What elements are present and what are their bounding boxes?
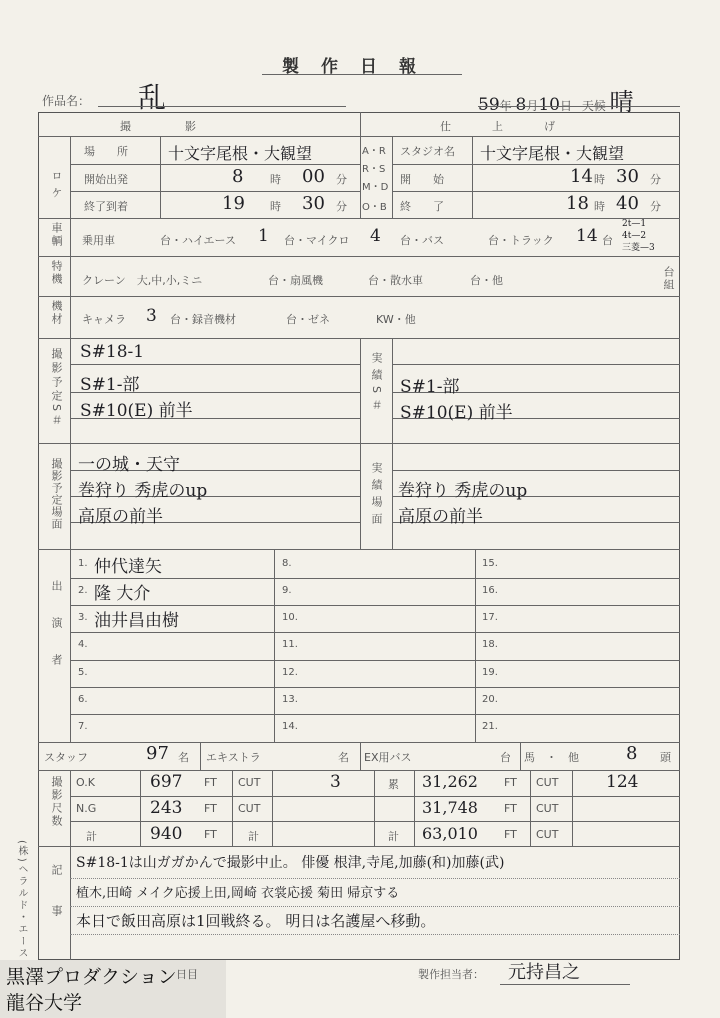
location-result-2: 高原の前半	[398, 507, 483, 527]
rule	[38, 549, 680, 550]
studio-value: 十文字尾根・大観望	[480, 144, 625, 163]
cum-total-label: 計	[388, 830, 399, 843]
finish-start-min: 30	[616, 166, 639, 187]
ng-label: N.G	[76, 802, 97, 815]
kw-label: KW・他	[376, 313, 416, 326]
rule	[70, 846, 71, 960]
finish-end-hour-unit: 時	[594, 200, 605, 213]
end-hour-unit: 時	[270, 200, 281, 213]
scene-plan-3: S#10(E) 前半	[80, 401, 193, 421]
cum-ng-ft: 31,748	[422, 798, 478, 817]
cast-number: 2.	[78, 585, 88, 596]
ok-ft-label: FT	[204, 776, 217, 789]
rs-label: R・S	[362, 164, 386, 175]
rule	[70, 821, 680, 822]
producer-underline	[500, 984, 630, 985]
cast-number: 8.	[282, 558, 292, 569]
note-line-1: S#18-1は山ガガかんで撮影中止。 俳優 根津,寺尾,加藤(和)加藤(武)	[76, 855, 505, 871]
finishing-section-label: 仕 上 げ	[440, 120, 557, 133]
recorder-label: 台・録音機材	[170, 313, 236, 326]
rule	[70, 770, 71, 846]
company-stamp: (株)ヘラルド・エース	[16, 840, 27, 960]
end-min-unit: 分	[336, 200, 347, 213]
rule	[140, 770, 141, 846]
cast-number: 10.	[282, 612, 298, 623]
rule	[70, 191, 360, 192]
total-label: 計	[86, 830, 97, 843]
cast-number: 1.	[78, 558, 88, 569]
rule	[232, 770, 233, 846]
scene-result-2: S#10(E) 前半	[400, 403, 513, 423]
cum-ng-cut-label: CUT	[536, 802, 559, 815]
work-name: 乱	[138, 81, 167, 114]
crane-label: クレーン 大,中,小,ミニ	[82, 274, 203, 287]
rule	[38, 846, 680, 847]
rule	[70, 906, 680, 907]
cum-ok-cut-label: CUT	[536, 776, 559, 789]
location-plan-label: 撮影予定場面	[50, 458, 63, 530]
unit-label: 台	[602, 234, 613, 247]
cast-label: 出演者	[50, 580, 63, 691]
cast-number: 19.	[482, 667, 498, 678]
ng-ft: 243	[150, 798, 183, 818]
finish-start-label: 開 始	[400, 173, 444, 186]
cast-number: 21.	[482, 721, 498, 732]
cast-number: 12.	[282, 667, 298, 678]
rule	[572, 770, 573, 846]
year-unit: 年	[499, 99, 512, 113]
location-result-1: 巻狩り 秀虎のup	[398, 481, 528, 501]
rule	[472, 136, 473, 218]
horse-unit: 頭	[660, 751, 671, 764]
producer-label: 製作担当者：	[418, 968, 484, 981]
rule	[70, 136, 71, 218]
notes-label: 記事	[50, 864, 63, 946]
scene-result-1: S#1-部	[400, 377, 460, 397]
scene-plan-label: 撮影予定S＃	[50, 348, 63, 428]
truck-note: 4t—2	[622, 231, 647, 241]
date-underline	[478, 106, 680, 107]
rule	[38, 338, 680, 339]
horse-count: 8	[626, 743, 638, 764]
truck-label: 台・トラック	[488, 234, 554, 247]
note-line-3: 本日で飯田高原は1回戦終る。 明日は名護屋へ移動。	[76, 912, 436, 930]
rule	[70, 218, 71, 338]
cast-number: 4.	[78, 639, 88, 650]
cast-number: 18.	[482, 639, 498, 650]
rule	[392, 364, 680, 365]
cum-ok-ft: 31,262	[422, 772, 478, 791]
location-label: ロケ	[50, 170, 63, 204]
cast-name: 隆 大介	[94, 584, 151, 604]
rule	[520, 742, 521, 770]
cum-ok-cut: 124	[606, 772, 639, 792]
note-line-2: 植木,田崎 メイク応援上田,岡崎 衣裳応援 菊田 帰京する	[76, 886, 400, 901]
ex-bus-label: EX用バス	[364, 751, 412, 764]
cast-number: 17.	[482, 612, 498, 623]
place-label: 場 所	[84, 145, 128, 158]
page-title: 製作日報	[282, 57, 438, 77]
rule	[70, 338, 71, 742]
cast-number: 6.	[78, 694, 88, 705]
ar-label: A・R	[362, 146, 386, 157]
total-ft-label: FT	[204, 828, 217, 841]
scene-result-label: 実績S＃	[370, 352, 383, 416]
bus-unit: 台	[500, 751, 511, 764]
rule	[200, 742, 201, 770]
weather: 晴	[609, 88, 634, 116]
start-hour: 8	[232, 166, 244, 187]
special-label: 特機	[50, 260, 63, 286]
rule	[38, 136, 680, 137]
equipment-label: 機材	[50, 300, 63, 326]
rule	[70, 164, 360, 165]
ng-cut-label: CUT	[238, 802, 261, 815]
micro-count: 4	[370, 226, 381, 246]
cast-number: 7.	[78, 721, 88, 732]
date-year: 59	[478, 95, 500, 115]
rule	[38, 256, 680, 257]
cum-label: 累	[388, 778, 399, 791]
rule	[38, 770, 680, 771]
rule	[70, 660, 680, 661]
rule	[392, 338, 393, 549]
cum-total-cut-label: CUT	[536, 828, 559, 841]
rule	[392, 470, 680, 471]
finish-start-min-unit: 分	[650, 173, 661, 186]
scene-plan-1: S#18-1	[80, 342, 145, 362]
rule	[70, 578, 680, 579]
title-underline	[262, 74, 462, 75]
horse-label: 馬 ・ 他	[524, 751, 579, 764]
finish-start-hour: 14	[570, 166, 593, 187]
rule	[38, 296, 680, 297]
car-label: 乗用車	[82, 234, 115, 247]
end-label: 終了到着	[84, 200, 128, 213]
vehicles-label: 車輌	[50, 222, 63, 248]
ok-cut: 3	[330, 772, 341, 792]
cast-number: 20.	[482, 694, 498, 705]
rule	[160, 136, 161, 218]
rule	[70, 687, 680, 688]
cast-name: 仲代達矢	[94, 557, 162, 577]
set-label: 台組	[662, 266, 675, 292]
rule	[38, 443, 680, 444]
hiace-label: 台・ハイエース	[160, 234, 237, 247]
rule	[374, 770, 375, 846]
sprinkler-label: 台・散水車	[368, 274, 423, 287]
work-name-underline	[98, 106, 346, 107]
studio-label: スタジオ名	[400, 145, 455, 158]
location-plan-1: 一の城・天守	[78, 455, 180, 475]
finish-end-hour: 18	[566, 193, 589, 214]
finish-end-min: 40	[616, 193, 639, 214]
rule	[38, 742, 680, 743]
finish-start-hour-unit: 時	[594, 173, 605, 186]
staff-unit: 名	[178, 751, 189, 764]
cum-ok-ft-label: FT	[504, 776, 517, 789]
work-name-label: 作品名：	[42, 94, 91, 108]
rule	[70, 364, 360, 365]
extra-label: エキストラ	[206, 751, 261, 764]
cast-number: 9.	[282, 585, 292, 596]
truck-note: 三菱—3	[622, 243, 655, 253]
extra-unit: 名	[338, 751, 349, 764]
weather-label: 天候	[581, 99, 606, 113]
cast-number: 13.	[282, 694, 298, 705]
start-label: 開始出発	[84, 173, 128, 186]
start-min: 00	[302, 166, 325, 187]
cast-number: 15.	[482, 558, 498, 569]
rule	[70, 878, 680, 879]
rule	[70, 796, 680, 797]
rule	[360, 338, 361, 549]
date-month: 8	[515, 95, 527, 115]
cast-number: 3.	[78, 612, 88, 623]
rule	[38, 218, 680, 219]
total-ft: 940	[150, 824, 183, 844]
date-day: 10	[538, 95, 560, 115]
cast-number: 11.	[282, 639, 298, 650]
camera-count: 3	[146, 306, 157, 326]
rule	[272, 770, 273, 846]
ok-cut-label: CUT	[238, 776, 261, 789]
rule	[360, 742, 361, 770]
watermark-line-2: 龍谷大学	[6, 992, 83, 1014]
rule	[360, 112, 361, 218]
truck-count: 14	[576, 226, 598, 246]
finish-end-label: 終 了	[400, 200, 444, 213]
cum-total-ft: 63,010	[422, 824, 478, 843]
zene-label: 台・ゼネ	[286, 313, 330, 326]
location-plan-3: 高原の前半	[78, 507, 163, 527]
location-plan-2: 巻狩り 秀虎のup	[78, 481, 208, 501]
truck-notes	[622, 218, 655, 254]
rule	[70, 934, 680, 935]
ok-ft: 697	[150, 772, 183, 792]
cum-ng-ft-label: FT	[504, 802, 517, 815]
shooting-section-label: 撮 影	[120, 120, 198, 133]
md-label: M・D	[362, 182, 389, 193]
rule	[70, 632, 680, 633]
ok-label: O.K	[76, 776, 95, 789]
rule	[392, 164, 680, 165]
place-value: 十文字尾根・大観望	[168, 144, 313, 163]
cast-number: 5.	[78, 667, 88, 678]
ng-ft-label: FT	[204, 802, 217, 815]
total-cut-label: 計	[248, 830, 259, 843]
finish-end-min-unit: 分	[650, 200, 661, 213]
ob-label: O・B	[362, 202, 387, 213]
watermark-line-1: 黒澤プロダクション	[6, 966, 177, 988]
rule	[392, 136, 393, 218]
cum-total-ft-label: FT	[504, 828, 517, 841]
bus-label: 台・バス	[400, 234, 444, 247]
cast-number: 16.	[482, 585, 498, 596]
scene-plan-2: S#1-部	[80, 375, 140, 395]
end-min: 30	[302, 193, 325, 214]
hiace-count: 1	[258, 226, 269, 246]
other-label: 台・他	[470, 274, 503, 287]
producer-name: 元持昌之	[508, 962, 580, 983]
start-min-unit: 分	[336, 173, 347, 186]
rule	[70, 714, 680, 715]
location-result-label: 実績場面	[370, 462, 383, 530]
day-unit: 日	[559, 99, 572, 113]
cast-name: 油井昌由樹	[94, 611, 179, 631]
month-unit: 月	[526, 99, 539, 113]
day-count-label: 日目	[176, 968, 198, 981]
truck-note: 2t—1	[622, 219, 647, 229]
fan-label: 台・扇風機	[268, 274, 323, 287]
camera-label: キャメラ	[82, 313, 126, 326]
rule	[392, 191, 680, 192]
rule	[414, 770, 415, 846]
micro-label: 台・マイクロ	[284, 234, 350, 247]
staff-label: スタッフ	[44, 751, 88, 764]
film-label: 撮影尺数	[50, 776, 63, 828]
cast-number: 14.	[282, 721, 298, 732]
rule	[530, 770, 531, 846]
staff-count: 97	[146, 743, 169, 764]
start-hour-unit: 時	[270, 173, 281, 186]
end-hour: 19	[222, 193, 245, 214]
